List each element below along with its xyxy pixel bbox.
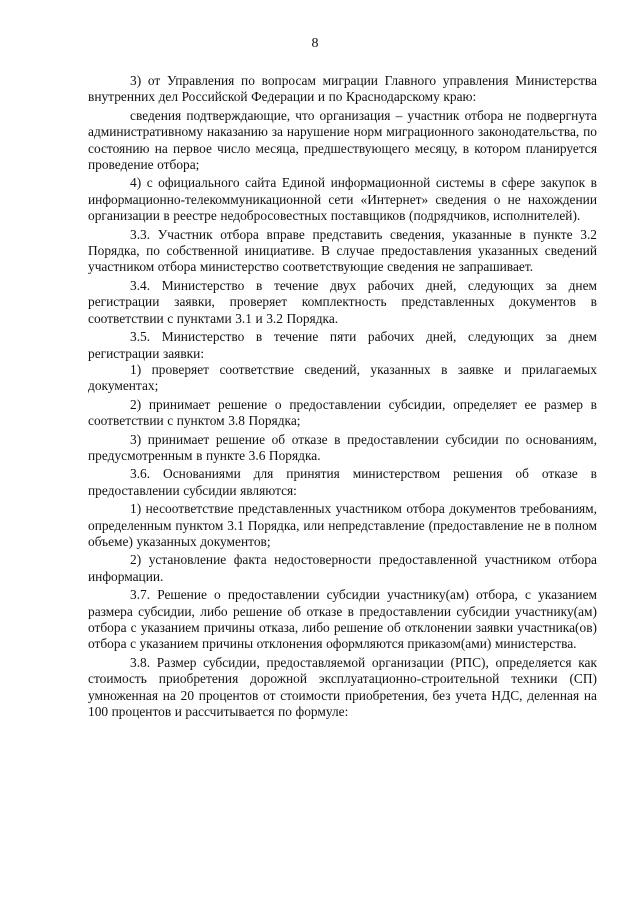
- paragraph-3-5: 3.5. Министерство в течение пяти рабочих дней, следующих за днем регистрации заявки:: [88, 329, 597, 361]
- paragraph-migration-info: сведения подтверждающие, что организация – участник отбора не подвергнута административному наказанию за нарушение норм миграционного законодательства, по состоянию на первое число месяца, предшествующего месяцу, в котором планируется проведение отбора;: [88, 107, 597, 173]
- paragraph-3-6: 3.6. Основаниями для принятия министерством решения об отказе в предоставлении субсидии являются:: [88, 466, 597, 498]
- page-number: 8: [311, 36, 319, 51]
- paragraph-3-7: 3.7. Решение о предоставлении субсидии участнику(ам) отбора, с указанием размера субсидии, либо решение об отказе в предоставлении субсидии участнику(ам) отбора с указанием причины отказа, либо решение об отклонении заявки участника(ов) отбора с указанием причины отклонения оформляются приказом(ами) министерства.: [88, 587, 597, 652]
- document-body: [88, 73, 597, 722]
- paragraph-3-8: 3.8. Размер субсидии, предоставляемой организации (РПС), определяется как стоимость приобретения дорожной эксплуатационно-строительной техники (СП) умноженная на 20 процентов от стоимости приобретения, без учета НДС, деленная на 100 процентов и рассчитывается по формуле:: [88, 654, 597, 720]
- paragraph-3-6-item-2: 2) установление факта недостоверности предоставленной участником отбора информации.: [88, 552, 597, 584]
- paragraph-item-3-migration: 3) от Управления по вопросам миграции Главного управления Министерства внутренних дел Российской Федерации и по Краснодарскому краю:: [88, 73, 597, 105]
- paragraph-item-4-procurement: 4) с официального сайта Единой информационной системы в сфере закупок в информационно-телекоммуникационной сети «Интернет» сведения о не нахождении организации в реестре недобросовестных поставщиков (подрядчиков, исполнителей).: [88, 175, 597, 224]
- paragraph-3-3: 3.3. Участник отбора вправе представить сведения, указанные в пункте 3.2 Порядка, по собственной инициативе. В случае предоставления указанных сведений участником отбора министерство соответствующие сведения не запрашивает.: [88, 226, 597, 275]
- paragraph-3-5-item-1: 1) проверяет соответствие сведений, указанных в заявке и прилагаемых документах;: [88, 361, 597, 394]
- paragraph-3-5-item-3: 3) принимает решение об отказе в предоставлении субсидии по основаниям, предусмотренным в пункте 3.6 Порядка.: [88, 431, 597, 463]
- paragraph-3-4: 3.4. Министерство в течение двух рабочих дней, следующих за днем регистрации заявки, проверяет комплектность представленных документов в соответствии с пунктами 3.1 и 3.2 Порядка.: [88, 277, 597, 326]
- paragraph-3-6-item-1: 1) несоответствие представленных участником отбора документов требованиям, определенным пунктом 3.1 Порядка, или непредставление (предоставление не в полном объеме) указанных документов;: [88, 501, 597, 549]
- paragraph-3-5-item-2: 2) принимает решение о предоставлении субсидии, определяет ее размер в соответствии с пунктом 3.8 Порядка;: [88, 396, 597, 429]
